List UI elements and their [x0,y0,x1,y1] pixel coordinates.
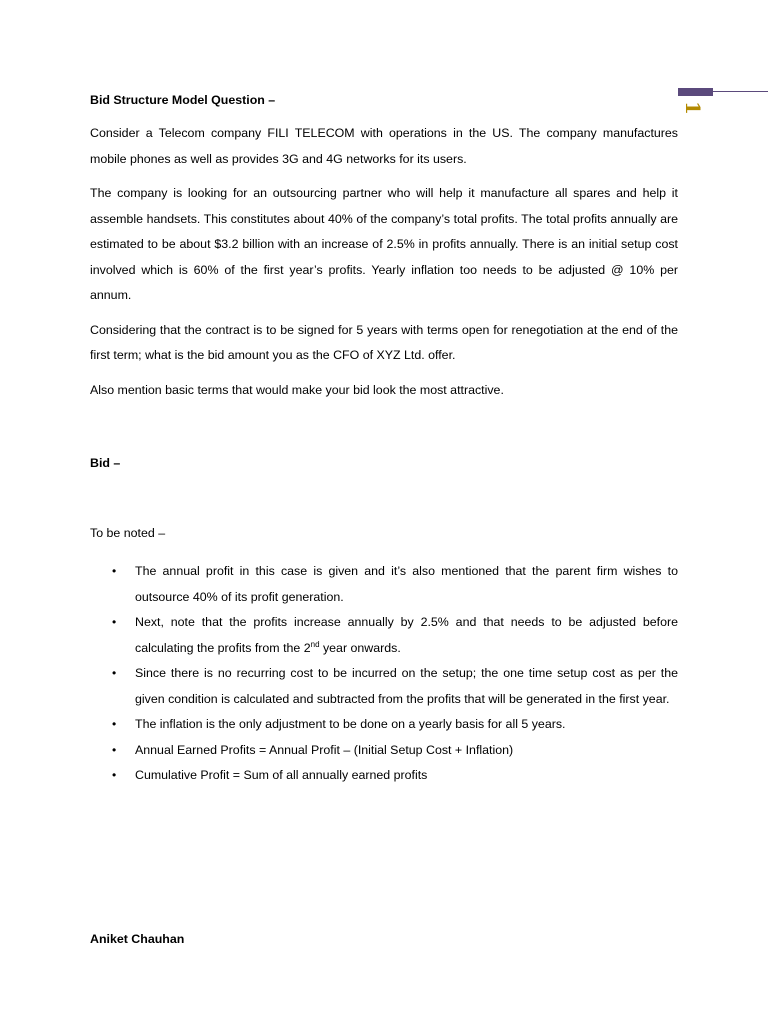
list-item [90,610,678,661]
bullet-icon: • [112,717,117,731]
list-item [90,559,678,610]
to-be-noted-label: To be noted – [90,526,166,540]
bullet-icon: • [112,742,117,757]
list-item-text: Cumulative Profit = Sum of all annually earned profits [135,768,428,782]
page-title: Bid Structure Model Question – [90,93,276,107]
paragraph-outsourcing: The company is looking for an outsourcing partner who will help it manufacture all spares and help it assemble handsets. This constitutes about 40% of the company’s total profits. The total profits annually are estimated to be about $3.2 billion with an increase of 2.5% in profits annually. There is an initial setup cost involved which is 60% of the first year’s profits. Yearly inflation too needs to be adjusted @ 10% per annum. [90,186,678,302]
author-name: Aniket Chauhan [90,932,185,946]
list-item-text: The inflation is the only adjustment to be done on a yearly basis for all 5 years. [135,717,566,731]
paragraph-terms: Also mention basic terms that would make your bid look the most attractive. [90,382,504,397]
page-accent-line [713,91,768,92]
list-item [90,661,678,712]
list-item [90,763,678,789]
paragraph-contract: Considering that the contract is to be signed for 5 years with terms open for renegotiation at the end of the first term; what is the bid amount you as the CFO of XYZ Ltd. offer. [90,322,678,362]
page-number-block [678,88,768,128]
list-item-text-end: year onwards. [319,640,401,655]
bullet-icon: • [112,615,117,629]
list-item-text: The annual profit in this case is given and it’s also mentioned that the parent firm wishes to outsource 40% of its profit generation. [135,564,678,604]
notes-list [90,559,678,789]
bullet-icon: • [112,666,117,680]
ordinal-superscript: nd [310,639,320,649]
page-number: 1 [680,101,705,115]
list-item-text: Annual Earned Profits = Annual Profit – (Initial Setup Cost + Inflation) [135,742,514,757]
list-item [90,738,678,764]
list-item-text: Next, note that the profits increase annually by 2.5% and that needs to be adjusted before calculating the profits from the 2 [135,615,678,655]
bullet-icon: • [112,768,117,782]
list-item-text: Since there is no recurring cost to be incurred on the setup; the one time setup cost as per the given condition is calculated and subtracted from the profits that will be generated in the first year. [135,666,678,706]
page-accent-bar [678,88,713,96]
list-item [90,712,678,738]
paragraph-intro: Consider a Telecom company FILI TELECOM with operations in the US. The company manufactures mobile phones as well as provides 3G and 4G networks for its users. [90,126,678,166]
document-body [90,90,678,789]
bullet-icon: • [112,564,117,578]
bid-label: Bid – [90,456,121,470]
